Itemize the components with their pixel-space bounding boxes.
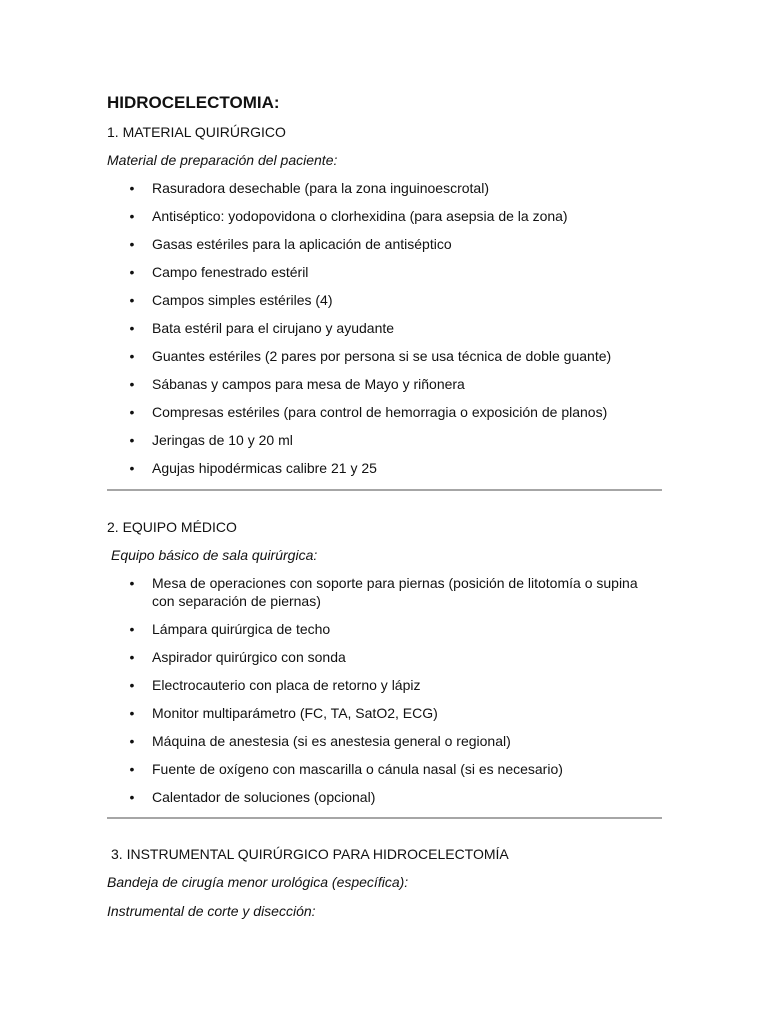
list-item (107, 347, 662, 365)
list-item-text: Agujas hipodérmicas calibre 21 y 25 (152, 460, 377, 476)
subheading-bandeja: Bandeja de cirugía menor urológica (específica): (107, 874, 409, 890)
equipo-list (107, 574, 662, 806)
list-item-text: Electrocauterio con placa de retorno y lápiz (152, 677, 421, 693)
list-item-text: Sábanas y campos para mesa de Mayo y riñonera (152, 376, 465, 392)
bullet-icon: • (129, 789, 135, 805)
list-item (107, 263, 662, 281)
bullet-icon: • (129, 404, 135, 420)
list-item (107, 648, 662, 666)
document-title: HIDROCELECTOMIA: (107, 93, 280, 112)
list-item-text: Calentador de soluciones (opcional) (152, 789, 376, 805)
list-item-text: Bata estéril para el cirujano y ayudante (152, 320, 395, 336)
section-heading-equipo: 2. EQUIPO MÉDICO (107, 519, 237, 535)
list-item-text: Antiséptico: yodopovidona o clorhexidina (para asepsia de la zona) (152, 208, 568, 224)
list-item (107, 760, 662, 778)
list-item (107, 207, 662, 225)
list-item-text: Máquina de anestesia (si es anestesia general o regional) (152, 733, 511, 749)
bullet-icon: • (129, 575, 135, 591)
bullet-icon: • (129, 761, 135, 777)
list-item-text: Fuente de oxígeno con mascarilla o cánula nasal (si es necesario) (152, 761, 563, 777)
bullet-icon: • (129, 621, 135, 637)
bullet-icon: • (129, 649, 135, 665)
section-divider (107, 817, 662, 819)
list-item (107, 704, 662, 722)
subheading-equipo-basico: Equipo básico de sala quirúrgica: (111, 547, 318, 563)
list-item-text: Rasuradora desechable (para la zona inguinoescrotal) (152, 180, 489, 196)
bullet-icon: • (129, 236, 135, 252)
list-item (107, 431, 662, 449)
bullet-icon: • (129, 264, 135, 280)
list-item (107, 375, 662, 393)
bullet-icon: • (129, 292, 135, 308)
bullet-icon: • (129, 348, 135, 364)
list-item (107, 179, 662, 197)
list-item (107, 319, 662, 337)
list-item (107, 574, 662, 610)
list-item-text: Jeringas de 10 y 20 ml (152, 432, 293, 448)
list-item-text: Lámpara quirúrgica de techo (152, 621, 331, 637)
list-item (107, 620, 662, 638)
subheading-preparacion: Material de preparación del paciente: (107, 152, 338, 168)
bullet-icon: • (129, 460, 135, 476)
bullet-icon: • (129, 320, 135, 336)
bullet-icon: • (129, 733, 135, 749)
list-item (107, 459, 662, 477)
bullet-icon: • (129, 705, 135, 721)
document-body (107, 92, 662, 920)
list-item-text: Campos simples estériles (4) (152, 292, 333, 308)
bullet-icon: • (129, 180, 135, 196)
list-item-text: Guantes estériles (2 pares por persona si se usa técnica de doble guante) (152, 348, 612, 364)
bullet-icon: • (129, 677, 135, 693)
list-item-text: Monitor multiparámetro (FC, TA, SatO2, ECG) (152, 705, 438, 721)
list-item-text: Gasas estériles para la aplicación de antiséptico (152, 236, 452, 252)
bullet-icon: • (129, 432, 135, 448)
bullet-icon: • (129, 208, 135, 224)
list-item (107, 676, 662, 694)
list-item-text: Campo fenestrado estéril (152, 264, 309, 280)
list-item-text: Mesa de operaciones con soporte para piernas (posición de litotomía o supina con separación de piernas) (152, 575, 638, 609)
list-item (107, 732, 662, 750)
list-item-text: Aspirador quirúrgico con sonda (152, 649, 346, 665)
material-list (107, 179, 662, 477)
section-divider (107, 489, 662, 491)
list-item-text: Compresas estériles (para control de hemorragia o exposición de planos) (152, 404, 608, 420)
list-item (107, 291, 662, 309)
section-heading-instrumental: 3. INSTRUMENTAL QUIRÚRGICO PARA HIDROCELECTOMÍA (111, 846, 509, 862)
list-item (107, 403, 662, 421)
subheading-corte-diseccion: Instrumental de corte y disección: (107, 903, 316, 919)
list-item (107, 235, 662, 253)
section-heading-material: 1. MATERIAL QUIRÚRGICO (107, 124, 286, 140)
bullet-icon: • (129, 376, 135, 392)
list-item (107, 788, 662, 806)
